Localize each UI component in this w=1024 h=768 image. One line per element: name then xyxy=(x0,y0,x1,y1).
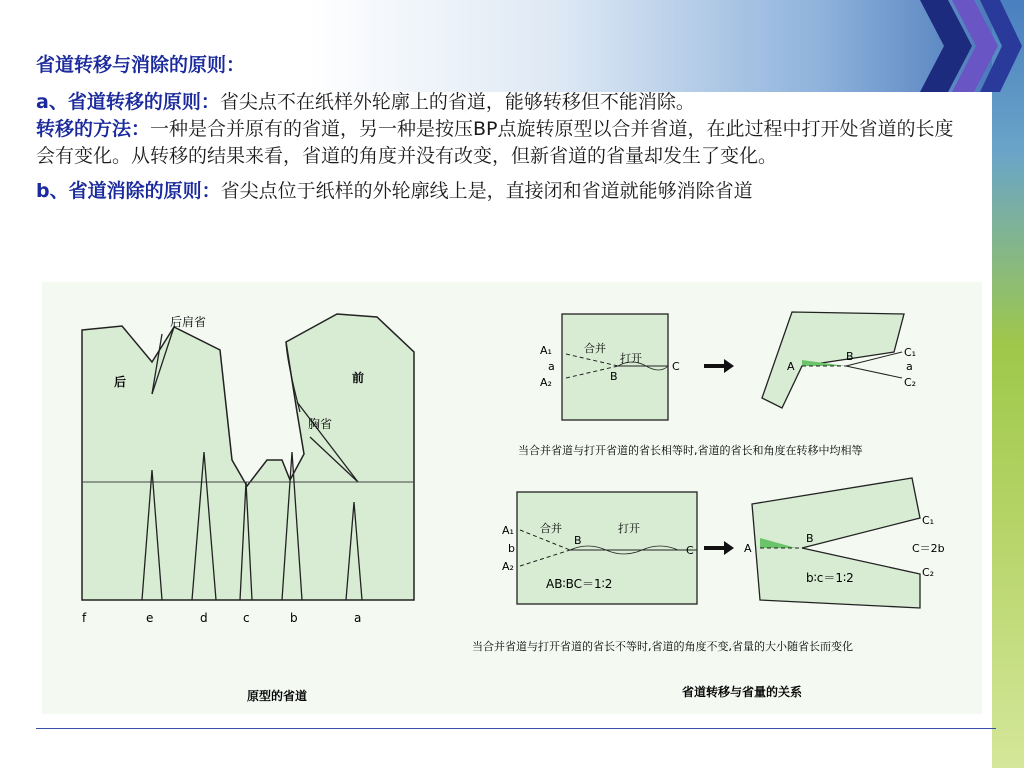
arrow-icon-2 xyxy=(704,541,734,555)
method-label: 转移的方法： xyxy=(36,118,151,140)
principle-a xyxy=(36,89,971,116)
label-a1-bottom: A₁ xyxy=(502,524,514,537)
label-c2-bottom: C₂ xyxy=(922,566,935,579)
slide-content xyxy=(36,52,971,205)
point-f: f xyxy=(82,611,87,625)
label-back: 后 xyxy=(114,375,127,389)
label-small-a-right: a xyxy=(906,360,913,373)
caption-equal: 当合并省道与打开省道的省长相等时,省道的省长和角度在转移中均相等 xyxy=(518,444,863,457)
point-d: d xyxy=(200,611,208,625)
principle-a-text: 省尖点不在纸样外轮廓上的省道，能够转移但不能消除。 xyxy=(219,91,695,113)
label-open-bottom: 打开 xyxy=(618,522,640,535)
label-c-bottom: C xyxy=(686,544,694,557)
label-merge-bottom: 合并 xyxy=(540,522,562,535)
ratio-abc: AB∶BC＝1∶2 xyxy=(546,577,613,591)
pattern-diagram xyxy=(42,282,442,714)
footer-rule xyxy=(36,728,996,729)
label-b-bottom-right: B xyxy=(806,532,814,545)
point-c: c xyxy=(243,611,250,625)
slide-title: 省道转移与消除的原则： xyxy=(36,54,246,76)
label-a2-top: A₂ xyxy=(540,376,552,389)
label-chest-dart: 胸省 xyxy=(308,417,333,431)
caption-unequal: 当合并省道与打开省道的省长不等时,省道的角度不变,省量的大小随省长而变化 xyxy=(472,640,853,653)
right-caption: 省道转移与省量的关系 xyxy=(682,685,803,699)
label-b-top: B xyxy=(610,370,618,383)
arrow-icon xyxy=(704,359,734,373)
figure xyxy=(42,282,982,714)
label-c-top: C xyxy=(672,360,680,373)
label-a-top-right: A xyxy=(787,360,795,373)
principle-b xyxy=(36,178,971,205)
label-small-b-bottom: b xyxy=(508,542,515,555)
label-small-a-top: a xyxy=(548,360,555,373)
label-a2-bottom: A₂ xyxy=(502,560,514,573)
label-c1-top: C₁ xyxy=(904,346,917,359)
principle-a-label: a、省道转移的原则： xyxy=(36,91,220,113)
ratio-bc: b∶c＝1∶2 xyxy=(806,571,854,585)
label-back-dart: 后肩省 xyxy=(170,315,207,329)
label-a1-top: A₁ xyxy=(540,344,552,357)
label-b-bottom: B xyxy=(574,534,582,547)
label-merge-top: 合并 xyxy=(584,342,606,355)
label-c1-bottom: C₁ xyxy=(922,514,935,527)
side-band xyxy=(992,0,1024,768)
principle-b-text: 省尖点位于纸样的外轮廓线上是，直接闭和省道就能够消除省道 xyxy=(220,180,753,202)
label-c-eq: C＝2b xyxy=(912,542,945,555)
point-b: b xyxy=(290,611,298,625)
left-caption: 原型的省道 xyxy=(247,689,308,703)
label-a-bottom-right: A xyxy=(744,542,752,555)
point-e: e xyxy=(146,611,154,625)
principle-b-label: b、省道消除的原则： xyxy=(36,180,221,202)
transfer-diagram xyxy=(442,282,982,714)
label-c2-top: C₂ xyxy=(904,376,917,389)
label-front: 前 xyxy=(352,371,365,385)
label-open-top: 打开 xyxy=(620,352,642,365)
label-b-top-right: B xyxy=(846,350,854,363)
method-text: 一种是合并原有的省道，另一种是按压BP点旋转原型以合并省道，在此过程中打开处省道的长度会有变化。从转移的结果来看，省道的角度并没有改变，但新省道的省量却发生了变化。 xyxy=(36,118,954,167)
point-a: a xyxy=(354,611,362,625)
pattern-shape xyxy=(82,314,414,600)
method xyxy=(36,116,971,170)
